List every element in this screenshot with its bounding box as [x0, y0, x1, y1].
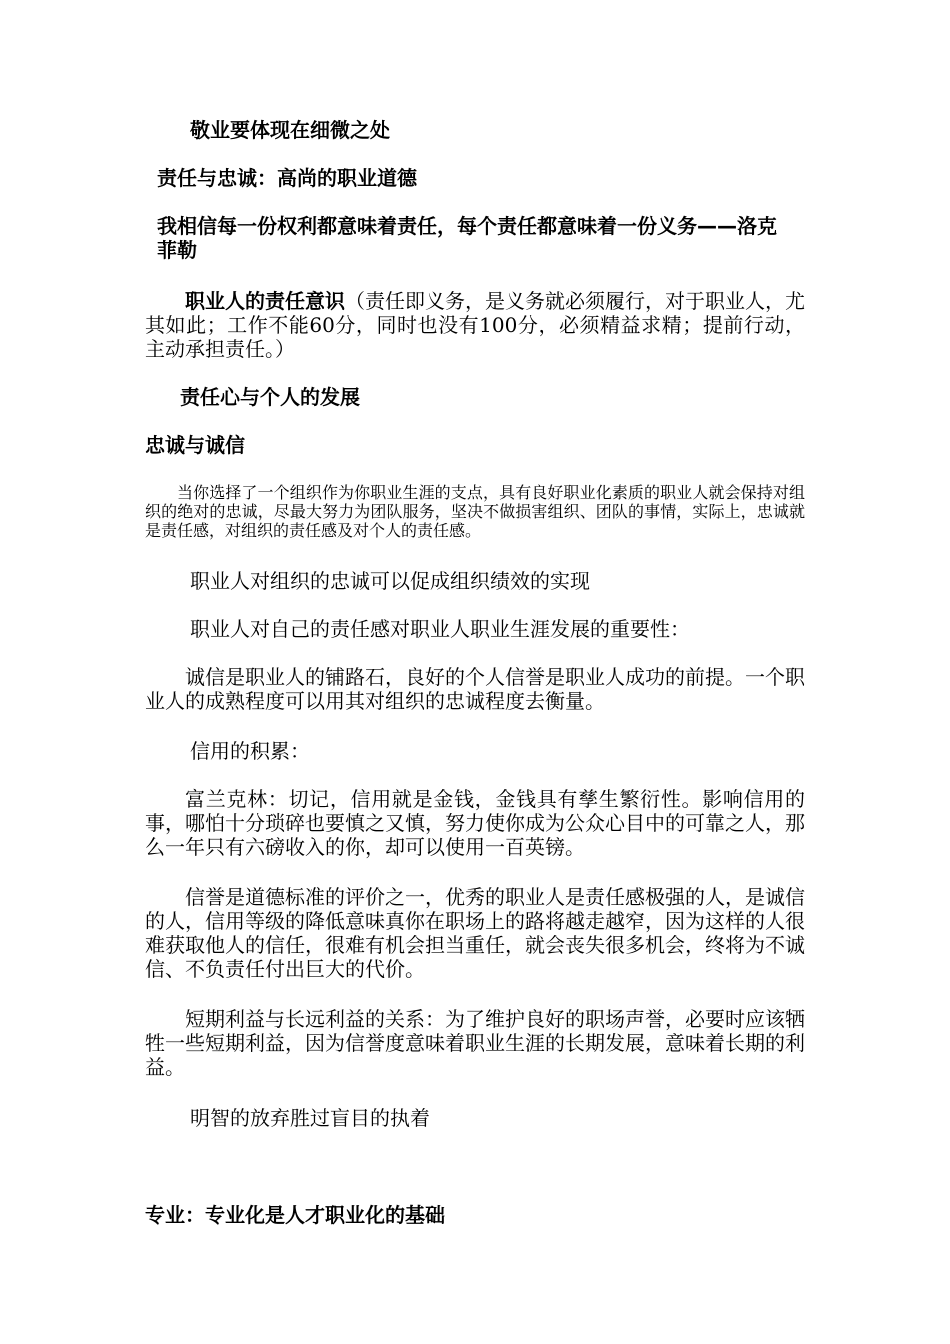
responsibility-awareness-paragraph: [145, 289, 805, 361]
quote-rockefeller: 我相信每一份权利都意味着责任，每个责任都意味着一份义务——洛克菲勒: [157, 214, 777, 262]
para-credit-accumulation: 信用的积累：: [190, 739, 310, 763]
para-org-loyalty: 职业人对组织的忠诚可以促成组织绩效的实现: [190, 569, 590, 593]
loyalty-paragraph: 当你选择了一个组织作为你职业生涯的支点，具有良好职业化素质的职业人就会保持对组织的绝对的忠诚，尽最大努力为团队服务，坚决不做损害组织、团队的事情，实际上，忠诚就是责任感，对组织的责任感及对个人的责任感。: [145, 483, 805, 540]
heading-professional: 专业：专业化是人才职业化的基础: [145, 1203, 445, 1227]
heading-loyalty: 忠诚与诚信: [145, 433, 245, 457]
heading-dedication: 敬业要体现在细微之处: [190, 118, 390, 142]
para-reputation: 信誉是道德标准的评价之一，优秀的职业人是责任感极强的人，是诚信的人，信用等级的降低意味真你在职场上的路将越走越窄，因为这样的人很难获取他人的信任，很难有机会担当重任，就会丧失很多机会，终将为不诚信、不负责任付出巨大的代价。: [145, 885, 805, 981]
para-integrity: 诚信是职业人的铺路石，良好的个人信誉是职业人成功的前提。一个职业人的成熟程度可以用其对组织的忠诚程度去衡量。: [145, 665, 805, 713]
para-short-long: 短期利益与长远利益的关系：为了维护良好的职场声誉，必要时应该牺牲一些短期利益，因为信誉度意味着职业生涯的长期发展，意味着长期的利益。: [145, 1007, 805, 1079]
heading-responsibility: 责任与忠诚：高尚的职业道德: [157, 166, 417, 190]
heading-development: 责任心与个人的发展: [180, 385, 360, 409]
para-wise-giveup: 明智的放弃胜过盲目的执着: [190, 1106, 430, 1130]
responsibility-text: （责任即义务，是义务就必须履行，对于职业人，尤其如此；工作不能60分，同时也没有100分，必须精益求精；提前行动，主动承担责任。）: [145, 289, 805, 361]
para-franklin: 富兰克林：切记，信用就是金钱，金钱具有孳生繁衍性。影响信用的事，哪怕十分琐碎也要慎之又慎，努力使你成为公众心目中的可靠之人，那么一年只有六磅收入的你，却可以使用一百英镑。: [145, 787, 805, 859]
responsibility-lead: 职业人的责任意识: [185, 289, 345, 313]
para-self-responsibility: 职业人对自己的责任感对职业人职业生涯发展的重要性：: [190, 617, 690, 641]
